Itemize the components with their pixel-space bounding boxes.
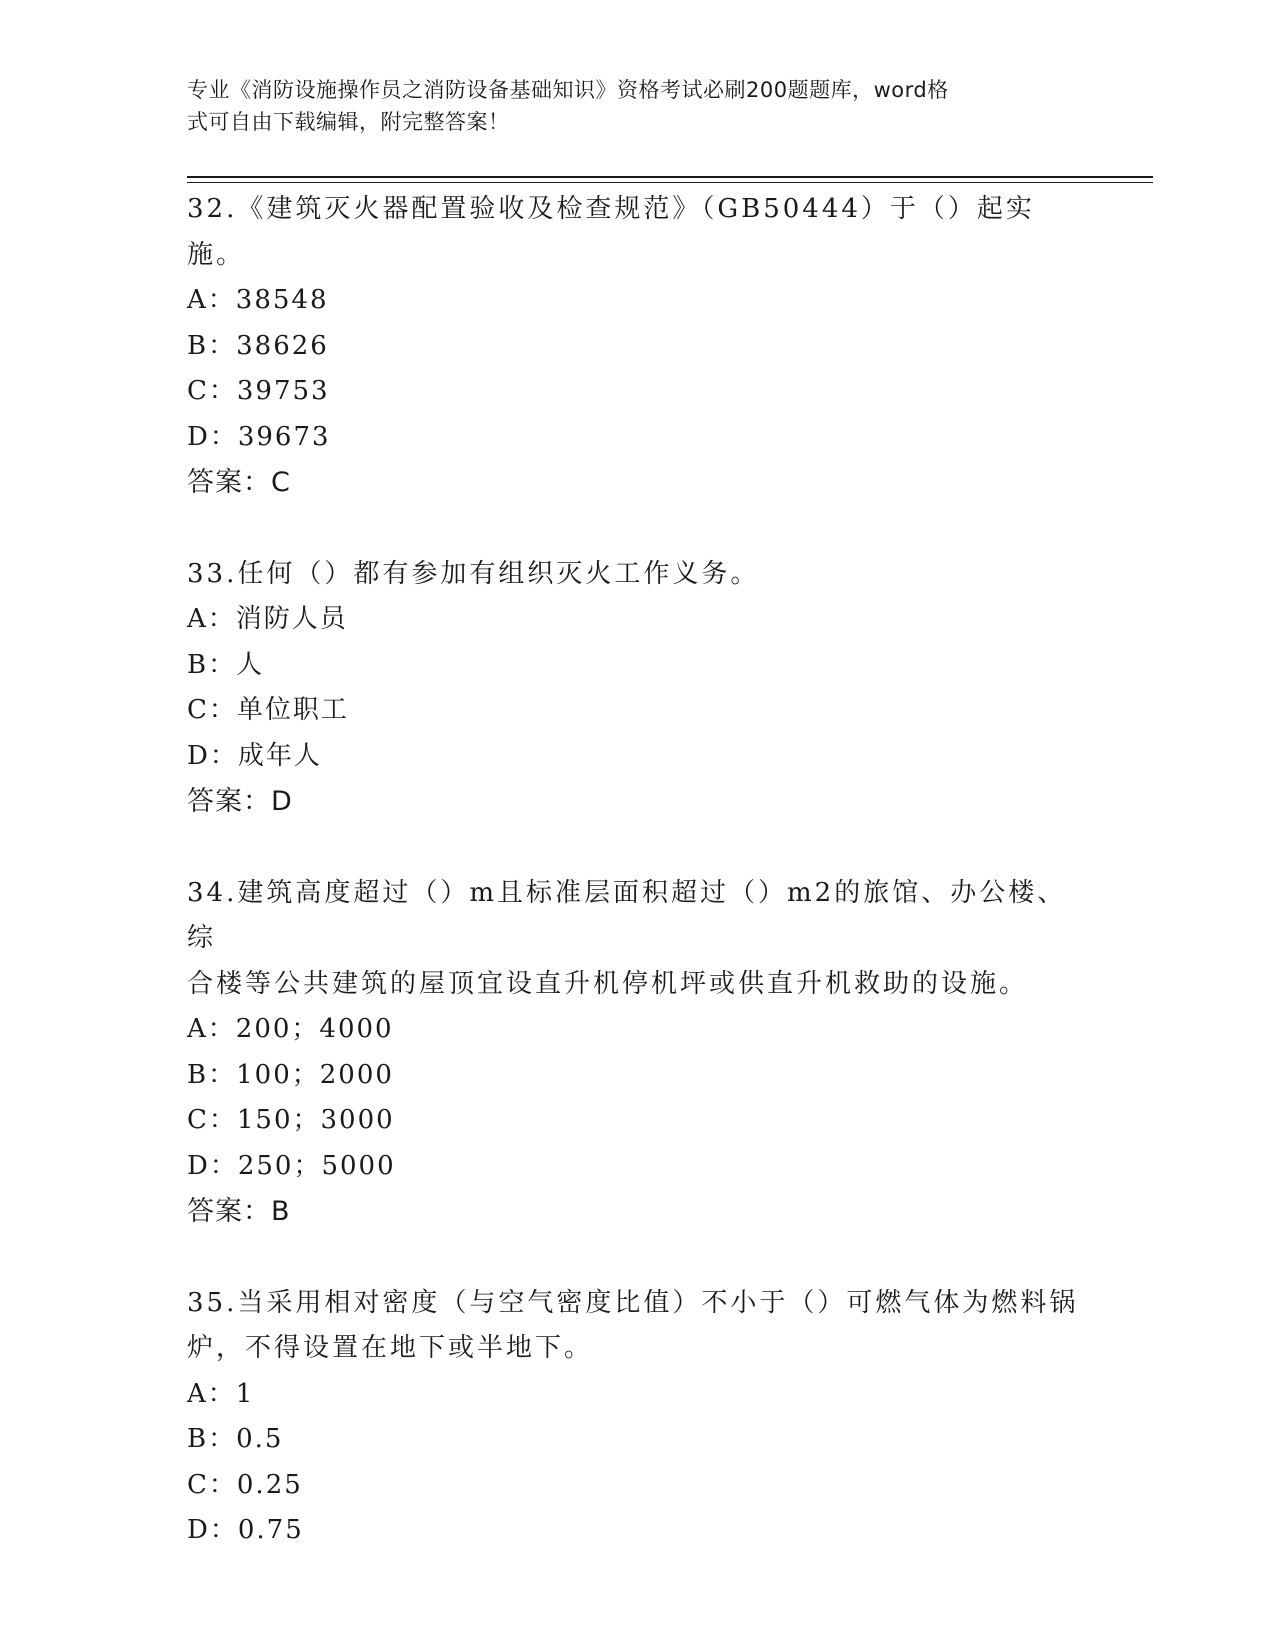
- option-b: B：100；2000: [187, 1059, 394, 1090]
- option-a: A：消防人员: [187, 604, 348, 634]
- option-b: B：38626: [187, 330, 329, 361]
- answer-text: 答案：B: [187, 1196, 291, 1227]
- option-d: D：250；5000: [187, 1150, 396, 1181]
- option-d: D：39673: [187, 421, 331, 452]
- question-text-line-2: 合楼等公共建筑的屋顶宜设直升机停机坪或供直升机救助的设施。: [187, 968, 1029, 999]
- question-32: [187, 187, 1087, 506]
- question-35: [187, 1281, 1087, 1554]
- option-c: C：39753: [187, 376, 330, 406]
- option-c: C：150；3000: [187, 1105, 395, 1135]
- question-text-line-1: 34.建筑高度超过（）m且标准层面积超过（）m2的旅馆、办公楼、综: [187, 877, 1067, 953]
- option-a: A：1: [187, 1378, 255, 1409]
- document-header: [187, 74, 1067, 138]
- question-list: [187, 187, 1087, 1554]
- header-divider-thin: [187, 182, 1153, 183]
- option-a: A：38548: [187, 285, 329, 315]
- option-d: D：成年人: [187, 740, 322, 771]
- option-d: D：0.75: [187, 1515, 304, 1545]
- question-text-line-2: 炉，不得设置在地下或半地下。: [187, 1333, 594, 1363]
- option-b: B：人: [187, 649, 265, 680]
- option-c: C：0.25: [187, 1469, 303, 1500]
- header-line-1: 专业《消防设施操作员之消防设备基础知识》资格考试必刷200题题库，word格: [187, 78, 949, 102]
- option-c: C：单位职工: [187, 695, 349, 725]
- answer-text: 答案：D: [187, 786, 293, 817]
- question-34: [187, 871, 1087, 1235]
- question-text: 32.《建筑灭火器配置验收及检查规范》（GB50444）于（）起实施。: [187, 194, 1035, 270]
- header-line-2: 式可自由下载编辑，附完整答案！: [187, 110, 510, 134]
- answer-text: 答案：C: [187, 467, 291, 498]
- question-text-line-1: 35.当采用相对密度（与空气密度比值）不小于（）可燃气体为燃料锅: [187, 1287, 1079, 1318]
- question-text: 33.任何（）都有参加有组织灭火工作义务。: [187, 558, 760, 589]
- option-b: B：0.5: [187, 1424, 284, 1454]
- header-divider-thick: [187, 176, 1153, 178]
- question-33: [187, 552, 1087, 825]
- option-a: A：200；4000: [187, 1014, 394, 1044]
